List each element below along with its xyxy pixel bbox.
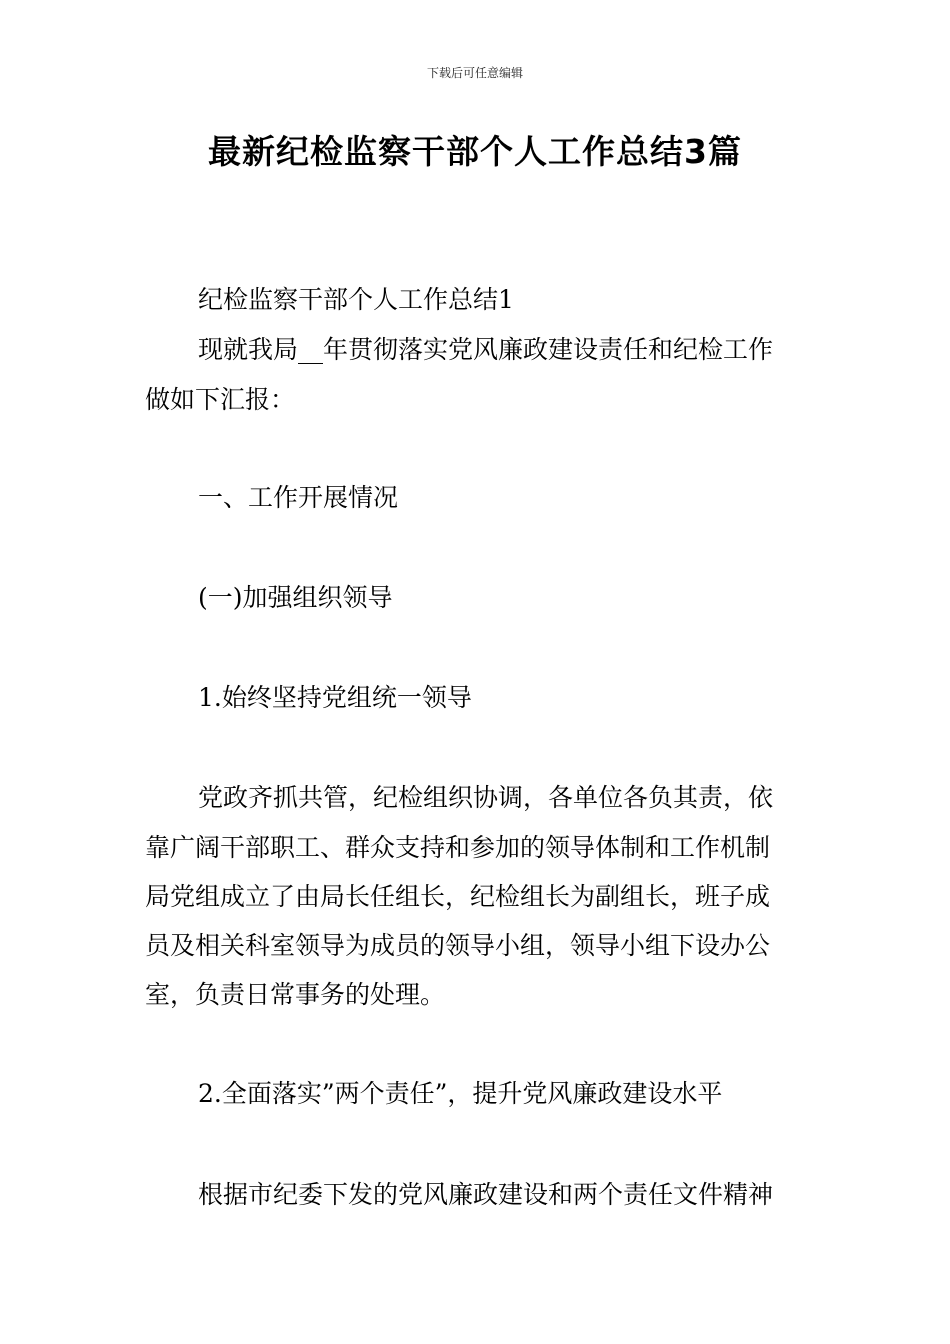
header-note: 下载后可任意编辑	[426, 66, 523, 80]
subsection-heading: (一)加强组织领导	[198, 583, 393, 612]
paragraph-line: 根据市纪委下发的党风廉政建设和两个责任文件精神	[198, 1180, 774, 1209]
item-heading: 1.始终坚持党组统一领导	[198, 683, 472, 712]
section-heading: 纪检监察干部个人工作总结1	[198, 285, 514, 314]
paragraph-line: 室，负责日常事务的处理。	[145, 980, 446, 1009]
paragraph-line: 现就我局__年贯彻落实党风廉政建设责任和纪检工作	[198, 335, 774, 364]
paragraph-line: 局党组成立了由局长任组长，纪检组长为副组长，班子成	[145, 882, 771, 911]
item-heading: 2.全面落实”两个责任”，提升党风廉政建设水平	[198, 1079, 723, 1108]
paragraph-line: 做如下汇报：	[145, 385, 296, 414]
paragraph-line: 党政齐抓共管，纪检组织协调，各单位各负其责，依	[198, 783, 774, 812]
paragraph-line: 靠广阔干部职工、群众支持和参加的领导体制和工作机制	[145, 833, 771, 862]
document-title: 最新纪检监察干部个人工作总结3篇	[208, 132, 742, 171]
section-heading: 一、工作开展情况	[198, 483, 399, 512]
paragraph-line: 员及相关科室领导为成员的领导小组，领导小组下设办公	[145, 931, 771, 960]
